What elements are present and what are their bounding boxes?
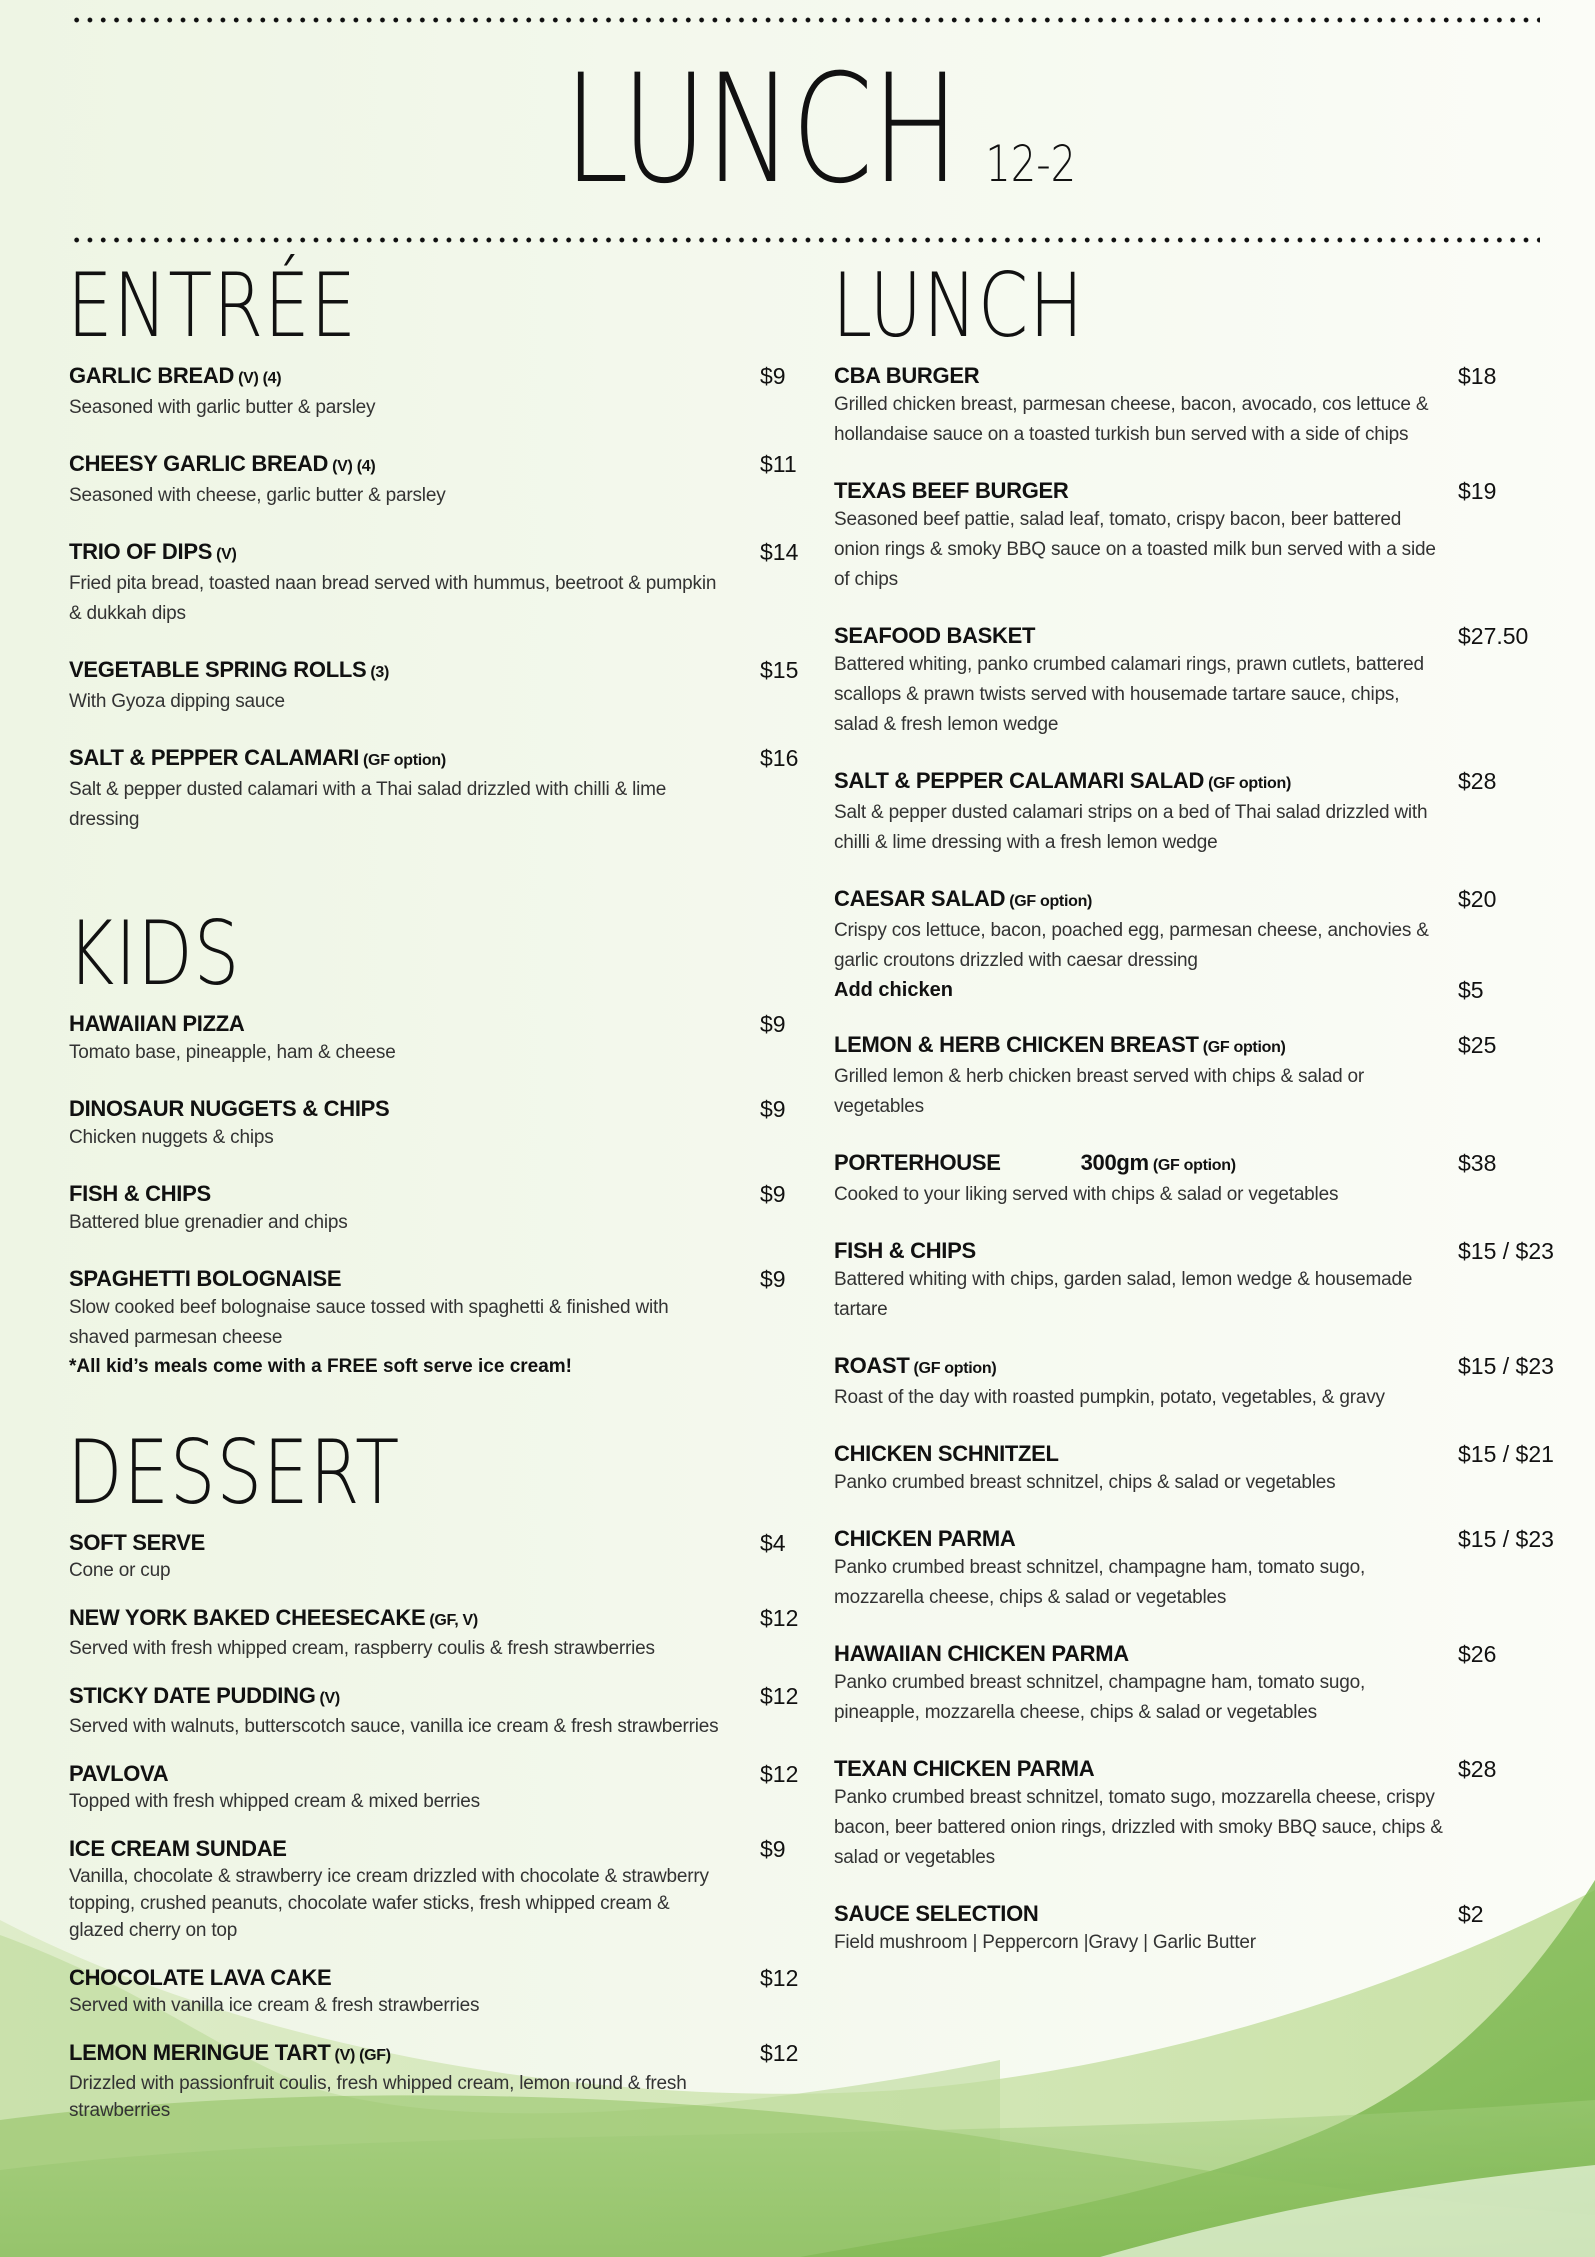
item-price: $19: [1458, 478, 1497, 504]
menu-item: [69, 1010, 809, 1068]
item-price: $26: [1458, 1641, 1497, 1667]
menu-item: [69, 1760, 809, 1815]
item-description: Panko crumbed breast schnitzel, chips & salad or vegetables: [834, 1472, 1336, 1493]
item-dietary-tag: (V) (4): [332, 458, 376, 475]
menu-item: [69, 744, 809, 835]
item-description: Cooked to your liking served with chips & salad or vegetables: [834, 1184, 1339, 1205]
item-price: $15 / $23: [1458, 1238, 1554, 1264]
menu-item: [69, 1964, 809, 2019]
item-description: Drizzled with passionfruit coulis, fresh whipped cream, lemon round & fresh strawberries: [69, 2073, 687, 2121]
item-name: NEW YORK BAKED CHEESECAKE (GF, V): [69, 1605, 478, 1630]
dotted-divider-top: [70, 16, 1540, 24]
item-price: $38: [1458, 1150, 1497, 1176]
item-name: STICKY DATE PUDDING (V): [69, 1683, 340, 1708]
item-price: $12: [760, 1761, 799, 1787]
item-name: CBA BURGER: [834, 363, 980, 388]
item-price: $12: [760, 1965, 799, 1991]
item-name: HAWAIIAN CHICKEN PARMA: [834, 1641, 1129, 1666]
item-name: CHICKEN SCHNITZEL: [834, 1441, 1059, 1466]
item-price: $28: [1458, 1756, 1497, 1782]
item-price: $12: [760, 2040, 799, 2066]
item-price: $25: [1458, 1032, 1497, 1058]
menu-item: [69, 2039, 809, 2124]
menu-item: [69, 1835, 809, 1944]
menu-item: [69, 1529, 809, 1584]
menu-hours: 12-2: [984, 135, 1076, 193]
item-description: Grilled chicken breast, parmesan cheese, bacon, avocado, cos lettuce & hollandaise sauce on a toasted turkish bun served with a side of chips: [834, 394, 1429, 445]
item-name: SOFT SERVE: [69, 1530, 205, 1555]
item-description: Seasoned with garlic butter & parsley: [69, 397, 376, 418]
section-title: ENTRÉE: [67, 254, 357, 357]
item-dietary-tag: (V) (GF): [334, 2047, 391, 2064]
item-name: DINOSAUR NUGGETS & CHIPS: [69, 1096, 390, 1121]
item-price: $15 / $21: [1458, 1441, 1554, 1467]
item-price: $15 / $23: [1458, 1526, 1554, 1552]
item-price: $4: [760, 1530, 786, 1556]
item-description: Tomato base, pineapple, ham & cheese: [69, 1042, 396, 1063]
item-name: HAWAIIAN PIZZA: [69, 1011, 245, 1036]
item-description: Salt & pepper dusted calamari with a Thai salad drizzled with chilli & lime dressing: [69, 779, 667, 830]
item-name: CAESAR SALAD (GF option): [834, 886, 1093, 911]
item-description: Roast of the day with roasted pumpkin, potato, vegetables, & gravy: [834, 1387, 1385, 1408]
menu-item: [69, 1604, 809, 1662]
section-dessert: [67, 1421, 809, 2124]
item-name: SPAGHETTI BOLOGNAISE: [69, 1266, 342, 1291]
item-name: TEXAN CHICKEN PARMA: [834, 1756, 1095, 1781]
item-description: Panko crumbed breast schnitzel, tomato sugo, mozzarella cheese, crispy bacon, beer battered onion rings, drizzled with smoky BBQ sauce, chips & salad or vegetables: [834, 1787, 1443, 1868]
item-description: Cone or cup: [69, 1560, 171, 1581]
kids-note: *All kid’s meals come with a FREE soft serve ice cream!: [69, 1356, 573, 1377]
item-dietary-tag: (V): [319, 1690, 340, 1707]
item-name: SAUCE SELECTION: [834, 1901, 1039, 1926]
item-description: Panko crumbed breast schnitzel, champagne ham, tomato sugo, pineapple, mozzarella cheese, chips & salad or vegetables: [834, 1672, 1366, 1723]
item-dietary-tag: (GF option): [1009, 893, 1093, 910]
item-name: ICE CREAM SUNDAE: [69, 1836, 287, 1861]
item-name: CHEESY GARLIC BREAD (V) (4): [69, 451, 376, 476]
item-description: Seasoned with cheese, garlic butter & parsley: [69, 485, 446, 506]
menu-item: [834, 1352, 1564, 1413]
item-dietary-tag: (GF option): [913, 1360, 997, 1377]
menu-item: [834, 767, 1564, 858]
item-price: $16: [760, 745, 799, 771]
item-name: SALT & PEPPER CALAMARI (GF option): [69, 745, 446, 770]
item-name: VEGETABLE SPRING ROLLS (3): [69, 657, 390, 682]
item-description: Chicken nuggets & chips: [69, 1127, 274, 1148]
menu-item: [834, 1440, 1564, 1498]
menu-item: [69, 1682, 809, 1740]
item-dietary-tag: (3): [370, 664, 390, 681]
section-kids: [67, 902, 809, 1381]
menu-item: [69, 450, 809, 511]
menu-item: [834, 1237, 1564, 1325]
menu-item: [834, 622, 1564, 740]
item-price: $12: [760, 1683, 799, 1709]
item-name: CHICKEN PARMA: [834, 1526, 1016, 1551]
item-dietary-tag: (GF, V): [429, 1612, 478, 1629]
dotted-divider-bottom: [70, 236, 1540, 244]
item-name: PORTERHOUSE 300gm (GF option): [834, 1150, 1236, 1175]
item-dietary-tag: (GF option): [363, 752, 446, 769]
item-description: Topped with fresh whipped cream & mixed berries: [69, 1791, 480, 1812]
item-price: $14: [760, 539, 799, 565]
menu-item: [69, 1095, 809, 1153]
item-price: $15 / $23: [1458, 1353, 1554, 1379]
menu-item: [69, 538, 809, 629]
menu-item: [834, 1525, 1564, 1613]
item-description: Crispy cos lettuce, bacon, poached egg, parmesan cheese, anchovies & garlic croutons drizzled with caesar dressing: [834, 920, 1429, 971]
item-price: $20: [1458, 886, 1497, 912]
item-description: Served with vanilla ice cream & fresh strawberries: [69, 1995, 480, 2016]
section-lunch: [832, 254, 1564, 1958]
item-description: Panko crumbed breast schnitzel, champagne ham, tomato sugo, mozzarella cheese, chips & salad or vegetables: [834, 1557, 1366, 1608]
item-addon-price: $5: [1458, 977, 1484, 1003]
item-dietary-tag: (GF option): [1202, 1039, 1286, 1056]
item-name: CHOCOLATE LAVA CAKE: [69, 1965, 332, 1990]
menu-header: [0, 43, 1595, 217]
item-addon: Add chicken $5: [834, 977, 1484, 1003]
menu-item: [69, 1265, 809, 1353]
item-price: $9: [760, 1836, 786, 1862]
item-name: LEMON MERINGUE TART (V) (GF): [69, 2040, 391, 2065]
item-description: Battered blue grenadier and chips: [69, 1212, 348, 1233]
item-weight: 300gm: [1080, 1150, 1149, 1175]
item-description: Served with walnuts, butterscotch sauce, vanilla ice cream & fresh strawberries: [69, 1716, 719, 1737]
item-price: $9: [760, 1096, 786, 1122]
left-column: [67, 254, 809, 2144]
menu-item: [834, 477, 1564, 595]
item-name: FISH & CHIPS: [69, 1181, 211, 1206]
menu-item: [834, 1755, 1564, 1873]
section-entree: [67, 254, 809, 835]
item-name: SEAFOOD BASKET: [834, 623, 1036, 648]
item-price: $18: [1458, 363, 1497, 389]
item-description: With Gyoza dipping sauce: [69, 691, 285, 712]
menu-item: [834, 885, 1564, 1004]
menu-item: [834, 1149, 1564, 1210]
item-name: GARLIC BREAD (V) (4): [69, 363, 282, 388]
menu-item: [69, 362, 809, 423]
item-price: $9: [760, 1266, 786, 1292]
item-price: $9: [760, 1181, 786, 1207]
item-description: Seasoned beef pattie, salad leaf, tomato, crispy bacon, beer battered onion rings & smoky BBQ sauce on a toasted milk bun served with a side of chips: [834, 509, 1436, 590]
menu-item: [69, 656, 809, 717]
section-title: KIDS: [67, 902, 241, 1005]
item-price: $11: [760, 451, 797, 477]
item-name: LEMON & HERB CHICKEN BREAST (GF option): [834, 1032, 1286, 1057]
item-dietary-tag: (GF option): [1208, 775, 1291, 792]
item-description: Battered whiting, panko crumbed calamari rings, prawn cutlets, battered scallops & prawn twists served with housemade tartare sauce, chips, salad & fresh lemon wedge: [834, 654, 1424, 735]
item-description: Salt & pepper dusted calamari strips on a bed of Thai salad drizzled with chilli & lime dressing with a fresh lemon wedge: [834, 802, 1428, 853]
item-dietary-tag: (V) (4): [238, 370, 282, 387]
item-name: TEXAS BEEF BURGER: [834, 478, 1069, 503]
right-column: [832, 254, 1564, 1985]
item-price: $28: [1458, 768, 1497, 794]
item-dietary-tag: (V): [216, 546, 237, 563]
menu-item: [834, 1900, 1564, 1958]
item-price: $27.50: [1458, 623, 1529, 649]
menu-item: [69, 1180, 809, 1238]
item-description: Vanilla, chocolate & strawberry ice cream drizzled with chocolate & strawberry topping, crushed peanuts, chocolate wafer sticks, fresh whipped cream & glazed cherry on top: [69, 1866, 709, 1941]
item-description: Slow cooked beef bolognaise sauce tossed with spaghetti & finished with shaved parmesan cheese: [69, 1297, 669, 1348]
menu-item: [834, 362, 1564, 450]
item-description: Served with fresh whipped cream, raspberry coulis & fresh strawberries: [69, 1638, 655, 1659]
item-name: TRIO OF DIPS (V): [69, 539, 237, 564]
section-title: LUNCH: [832, 254, 1085, 357]
item-price: $15: [760, 657, 799, 683]
item-description: Field mushroom | Peppercorn |Gravy | Garlic Butter: [834, 1932, 1256, 1953]
menu-item: [834, 1640, 1564, 1728]
item-description: Battered whiting with chips, garden salad, lemon wedge & housemade tartare: [834, 1269, 1413, 1320]
menu-title: LUNCH: [563, 43, 958, 217]
item-dietary-tag: (GF option): [1152, 1157, 1236, 1174]
section-title: DESSERT: [67, 1421, 401, 1524]
item-name: SALT & PEPPER CALAMARI SALAD (GF option): [834, 768, 1291, 793]
item-price: $9: [760, 363, 786, 389]
item-name: PAVLOVA: [69, 1761, 169, 1786]
item-price: $9: [760, 1011, 786, 1037]
item-price: $2: [1458, 1901, 1484, 1927]
item-description: Grilled lemon & herb chicken breast served with chips & salad or vegetables: [834, 1066, 1365, 1117]
item-price: $12: [760, 1605, 799, 1631]
item-description: Fried pita bread, toasted naan bread served with hummus, beetroot & pumpkin & dukkah dips: [69, 573, 717, 624]
item-name: FISH & CHIPS: [834, 1238, 976, 1263]
item-name: ROAST (GF option): [834, 1353, 997, 1378]
menu-item: [834, 1031, 1564, 1122]
